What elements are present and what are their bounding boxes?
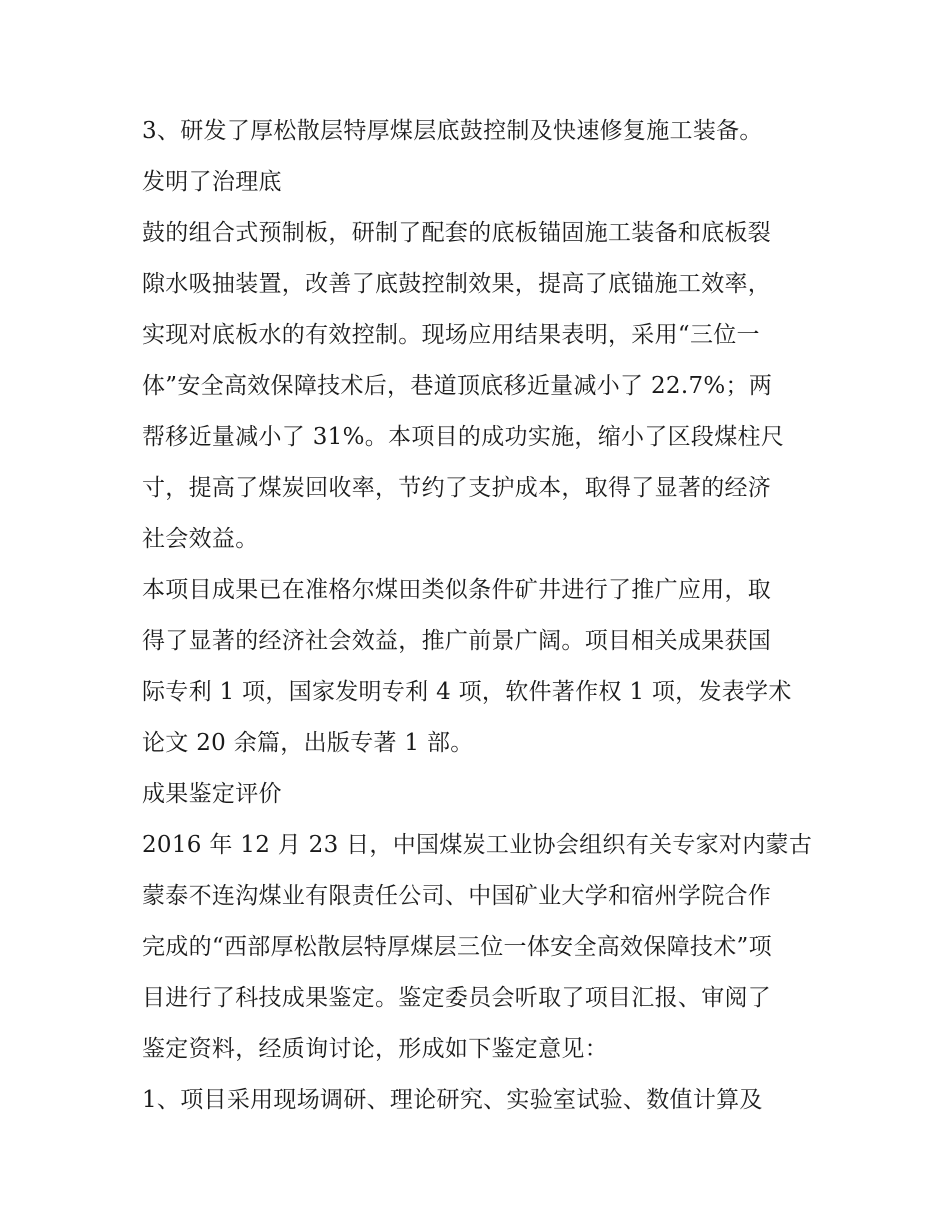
text-line: 鉴定资料，经质询讨论，形成如下鉴定意见：: [142, 1036, 608, 1062]
text-line: 1、项目采用现场调研、理论研究、实验室试验、数值计算及: [142, 1087, 763, 1113]
text-line: 实现对底板水的有效控制。现场应用结果表明，采用“三位一: [142, 322, 760, 348]
text-line: 际专利 1 项，国家发明专利 4 项，软件著作权 1 项，发表学术: [142, 679, 792, 705]
text-line: 帮移近量减小了 31%。本项目的成功实施，缩小了区段煤柱尺: [142, 424, 785, 450]
text-line: 本项目成果已在准格尔煤田类似条件矿井进行了推广应用，取: [142, 577, 772, 603]
text-line: 发明了治理底: [142, 169, 282, 195]
text-line: 完成的“西部厚松散层特厚煤层三位一体安全高效保障技术”项: [142, 934, 772, 960]
text-line: 鼓的组合式预制板，研制了配套的底板锚固施工装备和底板裂: [142, 220, 772, 246]
text-line: 得了显著的经济社会效益，推广前景广阔。项目相关成果获国: [142, 628, 772, 654]
text-line: 隙水吸抽装置，改善了底鼓控制效果，提高了底锚施工效率，: [142, 271, 772, 297]
document-body: [142, 106, 822, 1126]
text-line: 2016 年 12 月 23 日，中国煤炭工业协会组织有关专家对内蒙古: [142, 832, 813, 858]
section-heading: 成果鉴定评价: [142, 781, 282, 807]
text-line: 蒙泰不连沟煤业有限责任公司、中国矿业大学和宿州学院合作: [142, 883, 772, 909]
text-line: 体”安全高效保障技术后，巷道顶底移近量减小了 22.7%；两: [142, 373, 773, 399]
text-line: 论文 20 余篇，出版专著 1 部。: [142, 730, 474, 756]
text-line: 目进行了科技成果鉴定。鉴定委员会听取了项目汇报、审阅了: [142, 985, 772, 1011]
text-line: 社会效益。: [142, 526, 259, 552]
text-line: 3、研发了厚松散层特厚煤层底鼓控制及快速修复施工装备。: [142, 118, 763, 144]
text-line: 寸，提高了煤炭回收率，节约了支护成本，取得了显著的经济: [142, 475, 772, 501]
